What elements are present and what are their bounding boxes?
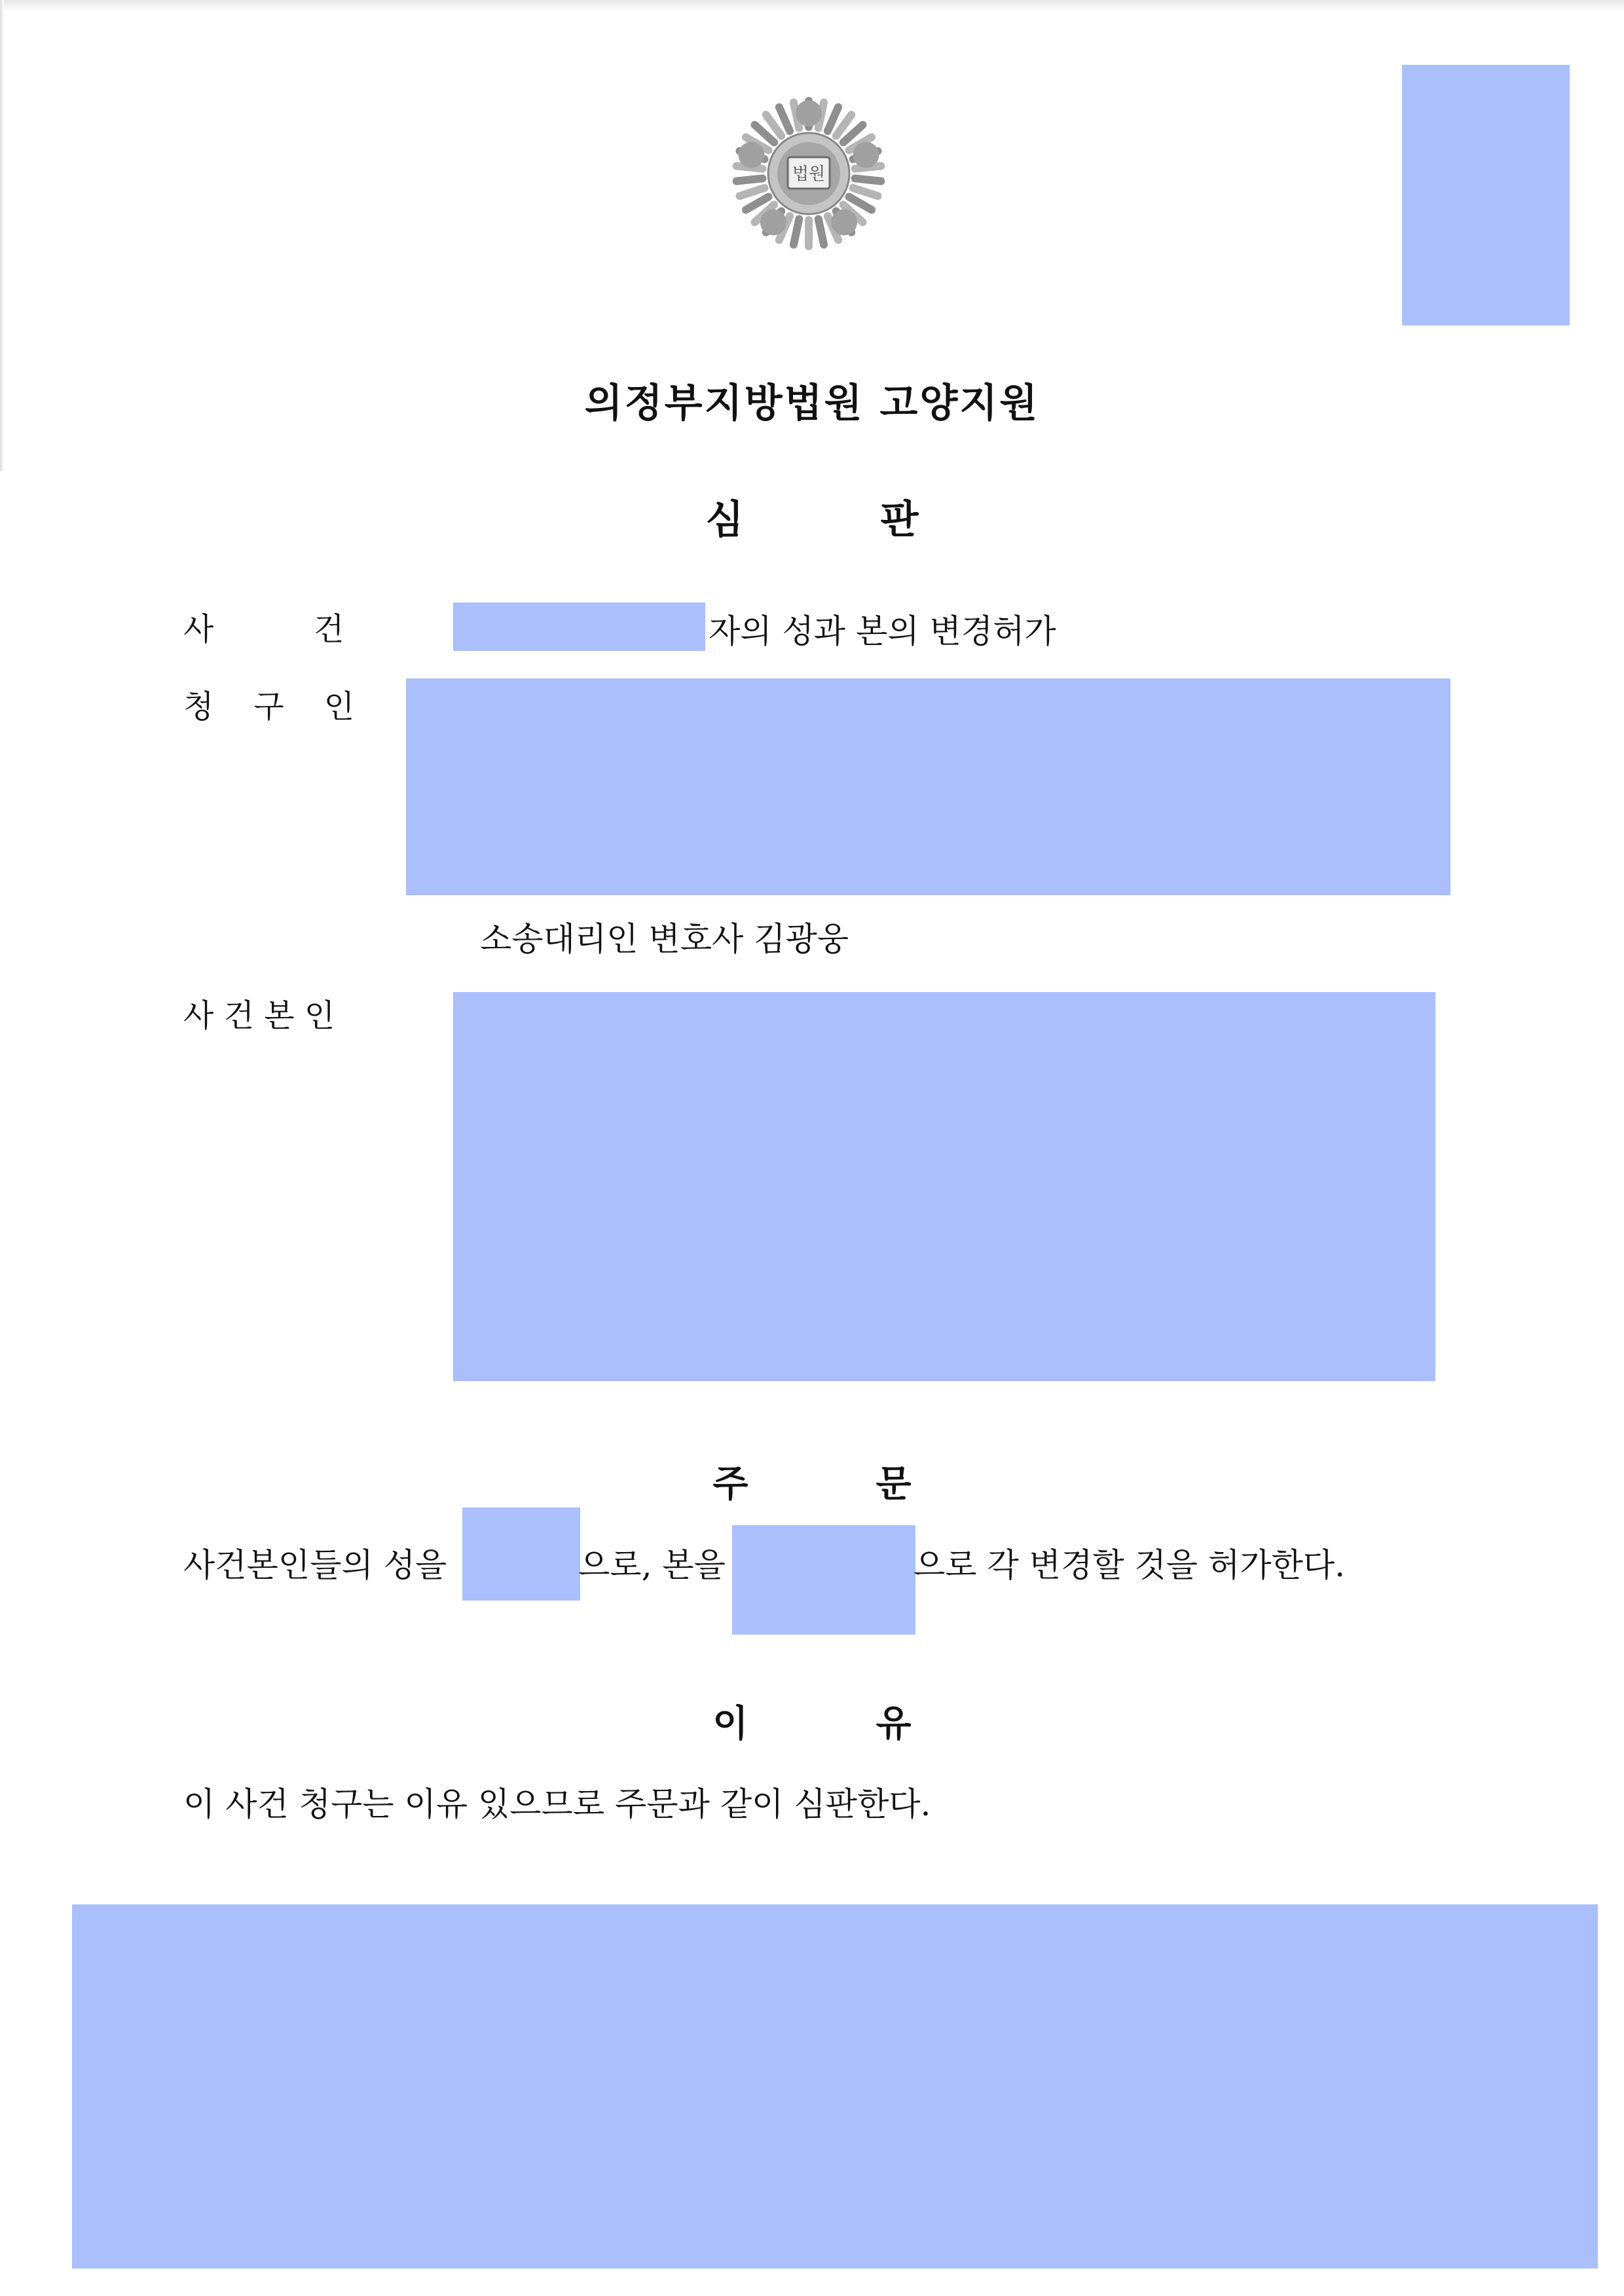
order-heading: 주 문 [712, 1463, 912, 1506]
redaction-block [732, 1525, 915, 1635]
redaction-block [1402, 65, 1570, 325]
case-label: 사 건 [183, 611, 344, 648]
scan-edge-top [0, 0, 1624, 12]
document-type-heading: 심 판 [705, 497, 919, 543]
attorney-line: 소송대리인 변호사 김광웅 [480, 920, 849, 958]
order-text-part1: 사건본인들의 성을 [183, 1546, 447, 1584]
redaction-block [72, 1904, 1598, 2268]
order-text-part2: 으로, 본을 [578, 1546, 726, 1584]
order-text-part3: 으로 각 변경할 것을 허가한다. [913, 1546, 1346, 1584]
redaction-block [453, 602, 705, 651]
court-seal-icon [727, 92, 891, 255]
reason-text: 이 사건 청구는 이유 있으므로 주문과 같이 심판한다. [183, 1785, 931, 1823]
redaction-block [462, 1508, 580, 1601]
seal-text: 법원 [792, 164, 826, 184]
redaction-block [453, 992, 1435, 1381]
petitioner-label: 청 구 인 [183, 688, 355, 725]
principal-label: 사 건 본 인 [183, 997, 335, 1034]
reason-heading: 이 유 [712, 1703, 912, 1745]
case-title: 자의 성과 본의 변경허가 [709, 612, 1056, 650]
court-name: 의정부지방법원 고양지원 [584, 380, 1040, 426]
redaction-block [406, 678, 1450, 895]
